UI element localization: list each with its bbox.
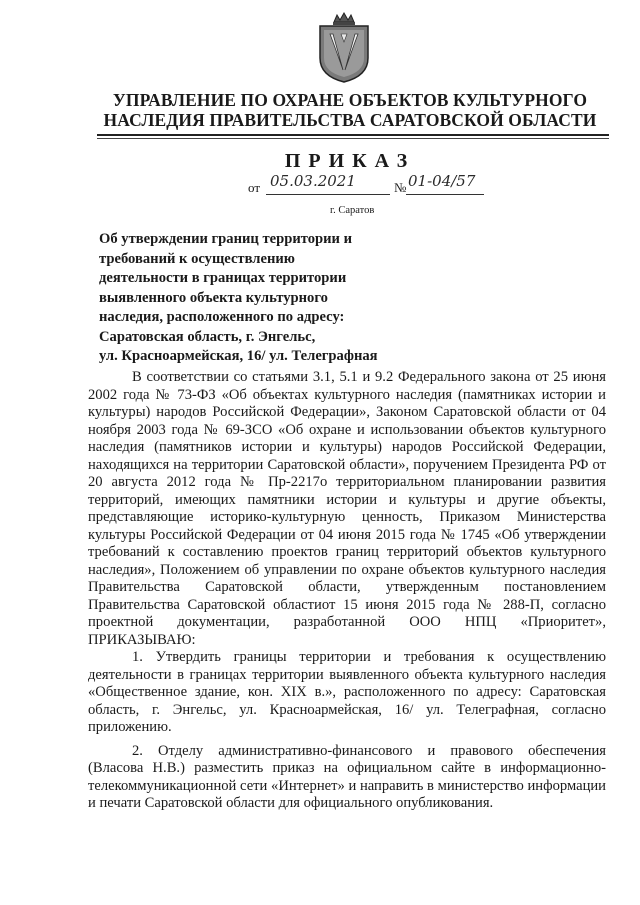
header-divider-thin [97, 138, 609, 139]
order-subject [99, 230, 399, 367]
number-prefix: № [394, 180, 407, 195]
subject-line: Саратовская область, г. Энгельс, [99, 328, 316, 345]
subject-line: деятельности в границах территории [99, 270, 347, 286]
organization-title-line-1: УПРАВЛЕНИЕ ПО ОХРАНЕ ОБЪЕКТОВ КУЛЬТУРНОГО [112, 90, 588, 110]
header-divider [97, 134, 609, 136]
date-value: 05.03.2021 [270, 172, 356, 190]
subject-line: наследия, расположенного по адресу: [99, 309, 345, 325]
date-prefix: от [248, 180, 261, 195]
number-underline [406, 194, 484, 195]
number-value: 01-04/57 [408, 172, 476, 190]
city-label: г. Саратов [330, 205, 375, 216]
organization-title [100, 90, 600, 130]
order-body [88, 369, 606, 813]
subject-line: выявленного объекта культурного [99, 289, 328, 306]
document-type: ПРИКАЗ [284, 150, 416, 172]
preamble-paragraph: В соответствии со статьями 3.1, 5.1 и 9.2 Федерального закона от 25 июня 2002 года № 73-ФЗ «Об объектах культурного наследия (памятниках истории и культуры) народов Российской Федерации», Законом Саратовской области от 04 ноября 2003 года № 69-ЗСО «Об охране и использовании объектов культурного наследия (памятников истории и культуры) народов Российской Федерации, находящихся на территории Саратовской области», поручением Президента РФ от 20 августа 2012 года № Пр-2217о территориальном планировании развития территорий, имеющих памятники истории и культуры и другие объекты, представляющие историко-культурную ценность, Приказом Министерства культуры Российской Федерации от 04 июня 2015 года № 1745 «Об утверждении требований к составлению проектов границ территорий объектов культурного наследия», Положением об управлении по охране объектов культурного наследия Правительства Саратовской области, утвержденным постановлением Правительства Саратовской областиот 15 июня 2015 года № 288-П, согласно проектной документации, разработанной ООО НПЦ «Приоритет», ПРИКАЗЫВАЮ: [88, 369, 606, 648]
organization-title-line-2: НАСЛЕДИЯ ПРАВИТЕЛЬСТВА САРАТОВСКОЙ ОБЛАСТИ [103, 110, 597, 130]
saratov-coat-of-arms-icon [316, 12, 372, 84]
date-underline [266, 194, 390, 195]
order-item-2: 2. Отделу административно-финансового и правового обеспечения (Власова Н.В.) разместить приказ на официальном сайте в информационно-телекоммуникационной сети «Интернет» и направить в министерство информации и печати Саратовской области для официального опубликования. [88, 742, 606, 811]
subject-line: ул. Красноармейская, 16/ ул. Телеграфная [99, 348, 378, 364]
subject-line: требований к осуществлению [99, 250, 295, 267]
date-number-line [248, 174, 588, 198]
order-item-1: 1. Утвердить границы территории и требования к осуществлению деятельности в границах территории выявленного объекта культурного наследия «Общественное здание, кон. XIX в.», расположенного по адресу: Саратовская область, г. Энгельс, ул. Красноармейская, 16/ ул. Телеграфная, согласно приложению. [88, 649, 606, 735]
subject-line: Об утверждении границ территории и [99, 231, 353, 247]
